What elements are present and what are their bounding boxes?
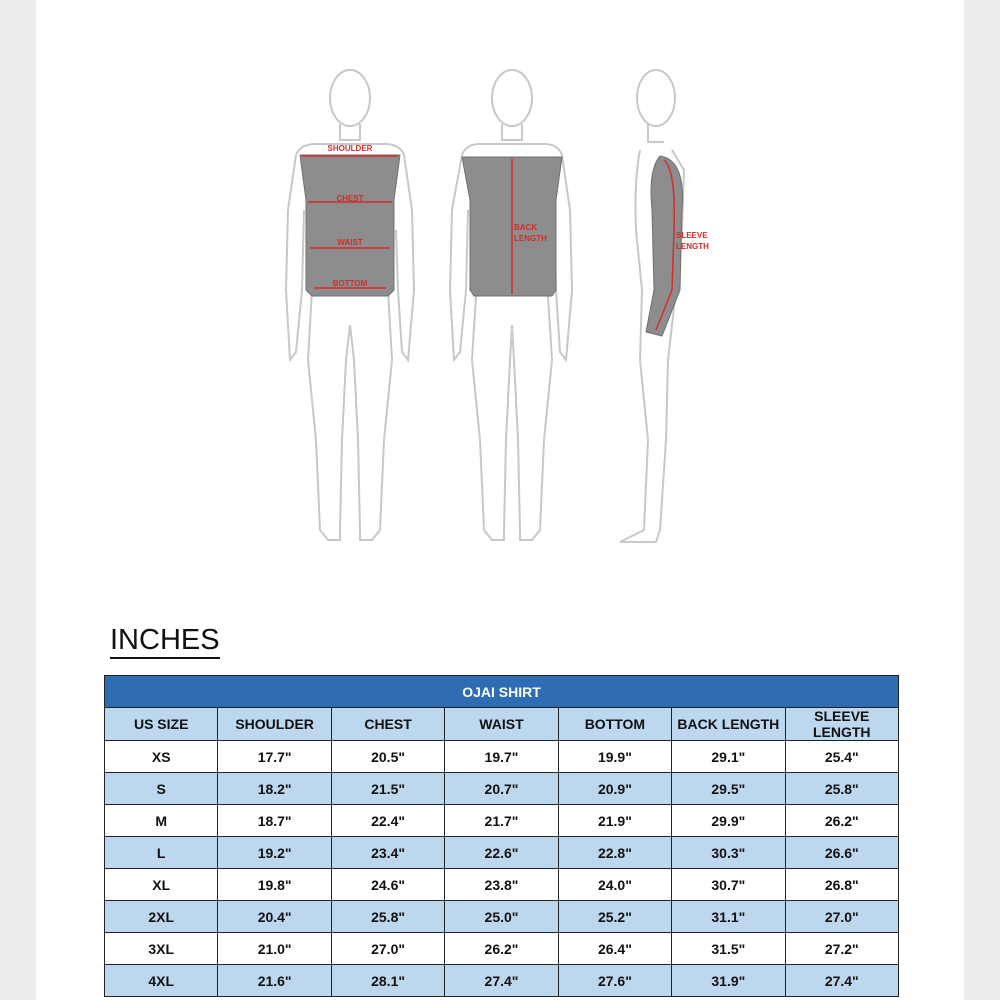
table-cell: 26.8" xyxy=(785,869,898,901)
table-cell: 25.4" xyxy=(785,741,898,773)
document-page xyxy=(36,0,964,1000)
table-cell: 18.7" xyxy=(218,805,331,837)
table-row xyxy=(105,805,899,837)
table-cell: 29.9" xyxy=(672,805,785,837)
table-cell: 19.2" xyxy=(218,837,331,869)
table-cell: 19.9" xyxy=(558,741,671,773)
back-shirt xyxy=(462,157,562,296)
table-cell: M xyxy=(105,805,218,837)
column-header: US SIZE xyxy=(105,708,218,741)
label-back: BACK xyxy=(514,223,538,232)
table-header-row xyxy=(105,708,899,741)
table-row xyxy=(105,773,899,805)
table-cell: 27.4" xyxy=(785,965,898,997)
table-row xyxy=(105,837,899,869)
front-shirt xyxy=(300,144,400,296)
table-cell: 29.5" xyxy=(672,773,785,805)
label-waist: WAIST xyxy=(337,238,363,247)
column-header: BACK LENGTH xyxy=(672,708,785,741)
table-title-row xyxy=(105,676,899,708)
table-cell: 27.0" xyxy=(785,901,898,933)
table-cell: 25.8" xyxy=(785,773,898,805)
table-cell: 26.6" xyxy=(785,837,898,869)
label-back-length: LENGTH xyxy=(514,234,547,243)
side-sleeve xyxy=(646,156,709,336)
table-cell: 29.1" xyxy=(672,741,785,773)
table-cell: 20.7" xyxy=(445,773,558,805)
table-cell: 20.5" xyxy=(331,741,444,773)
body-figures-svg xyxy=(236,60,736,560)
table-cell: 19.7" xyxy=(445,741,558,773)
table-cell: 27.2" xyxy=(785,933,898,965)
table-row xyxy=(105,869,899,901)
table-body xyxy=(105,741,899,997)
table-title: OJAI SHIRT xyxy=(105,676,899,708)
table-cell: 18.2" xyxy=(218,773,331,805)
table-cell: 22.4" xyxy=(331,805,444,837)
table-cell: 4XL xyxy=(105,965,218,997)
table-cell: 25.2" xyxy=(558,901,671,933)
column-header: BOTTOM xyxy=(558,708,671,741)
table-cell: L xyxy=(105,837,218,869)
table-row xyxy=(105,741,899,773)
column-header: CHEST xyxy=(331,708,444,741)
table-cell: 27.0" xyxy=(331,933,444,965)
table-cell: 21.9" xyxy=(558,805,671,837)
table-cell: 27.6" xyxy=(558,965,671,997)
size-chart-table xyxy=(104,675,899,997)
units-heading: INCHES xyxy=(110,624,220,659)
measurement-diagram xyxy=(236,60,736,560)
table-cell: 26.2" xyxy=(785,805,898,837)
table-cell: S xyxy=(105,773,218,805)
label-chest: CHEST xyxy=(336,194,364,203)
table-cell: 30.3" xyxy=(672,837,785,869)
table-cell: 20.9" xyxy=(558,773,671,805)
column-header: SHOULDER xyxy=(218,708,331,741)
table-row xyxy=(105,965,899,997)
table-cell: 25.8" xyxy=(331,901,444,933)
table-cell: 24.6" xyxy=(331,869,444,901)
table-cell: 25.0" xyxy=(445,901,558,933)
table-cell: 17.7" xyxy=(218,741,331,773)
table-cell: 31.5" xyxy=(672,933,785,965)
label-bottom: BOTTOM xyxy=(332,279,368,288)
table-cell: 31.1" xyxy=(672,901,785,933)
table-cell: 24.0" xyxy=(558,869,671,901)
back-figure xyxy=(450,70,572,540)
table-cell: XS xyxy=(105,741,218,773)
table-cell: 22.6" xyxy=(445,837,558,869)
table-cell: 22.8" xyxy=(558,837,671,869)
table-cell: 19.8" xyxy=(218,869,331,901)
table-row xyxy=(105,901,899,933)
label-shoulder: SHOULDER xyxy=(327,144,373,153)
table-cell: 30.7" xyxy=(672,869,785,901)
table-cell: XL xyxy=(105,869,218,901)
table-cell: 3XL xyxy=(105,933,218,965)
table-cell: 20.4" xyxy=(218,901,331,933)
label-sleeve: SLEEVE xyxy=(676,231,708,240)
table-cell: 23.4" xyxy=(331,837,444,869)
front-figure xyxy=(286,70,414,540)
table-cell: 21.0" xyxy=(218,933,331,965)
table-cell: 2XL xyxy=(105,901,218,933)
table-row xyxy=(105,933,899,965)
table-cell: 21.6" xyxy=(218,965,331,997)
table-cell: 27.4" xyxy=(445,965,558,997)
table-cell: 23.8" xyxy=(445,869,558,901)
table-cell: 21.5" xyxy=(331,773,444,805)
table-cell: 26.2" xyxy=(445,933,558,965)
table-cell: 21.7" xyxy=(445,805,558,837)
table-cell: 31.9" xyxy=(672,965,785,997)
label-sleeve-length: LENGTH xyxy=(676,242,709,251)
table-cell: 28.1" xyxy=(331,965,444,997)
table-cell: 26.4" xyxy=(558,933,671,965)
column-header: WAIST xyxy=(445,708,558,741)
column-header: SLEEVE LENGTH xyxy=(785,708,898,741)
